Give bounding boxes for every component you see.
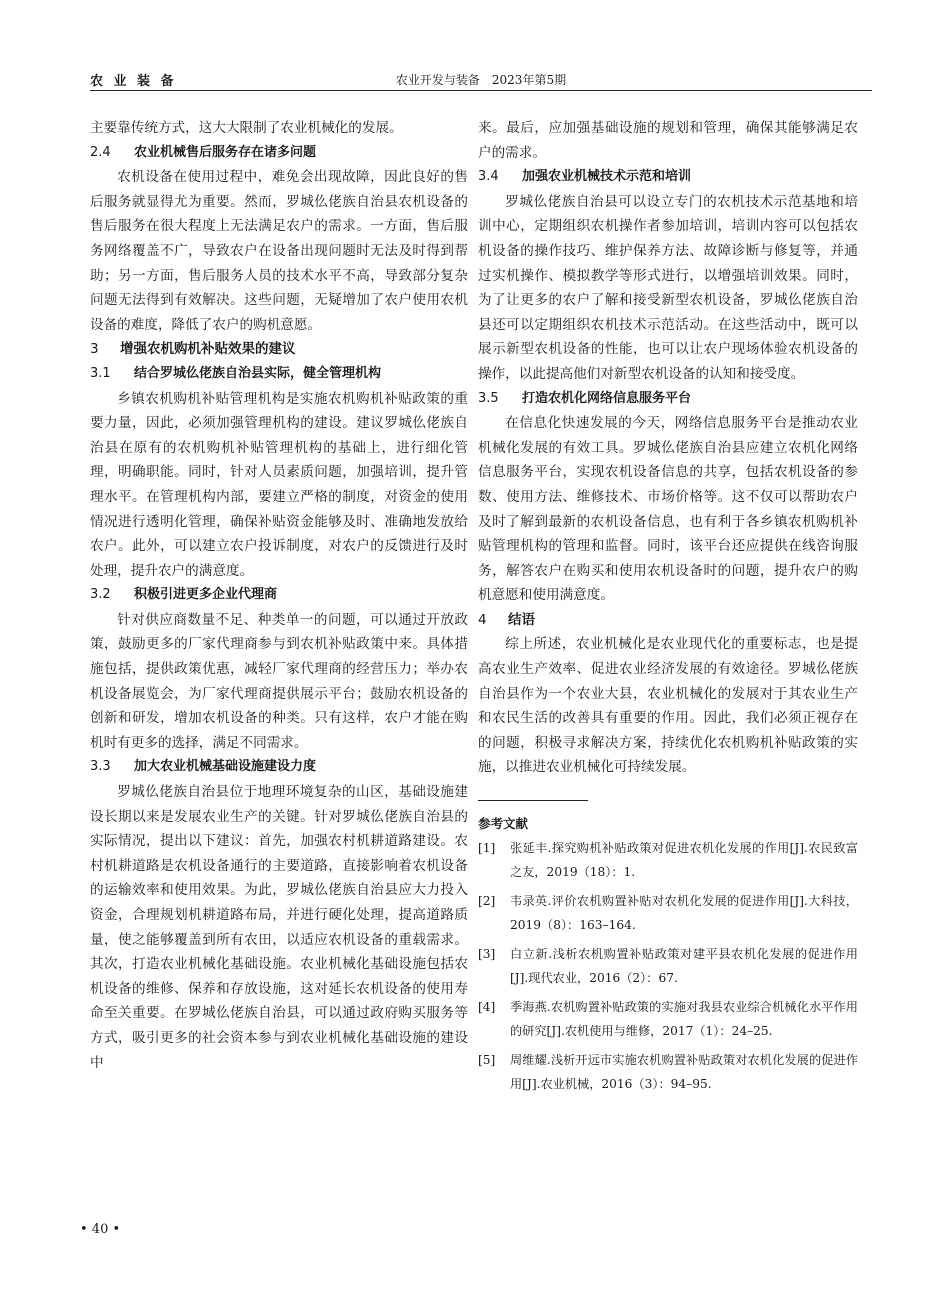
section-title: 积极引进更多企业代理商 bbox=[134, 587, 278, 603]
reference-number: [4] bbox=[478, 1000, 496, 1015]
references-list bbox=[478, 837, 858, 1096]
reference-text: 白立新.浅析农机购置补贴政策对建平县农机化发展的促进作用[J].现代农业，2016（2）：67. bbox=[510, 947, 858, 985]
section-title: 增强农机购机补贴效果的建议 bbox=[120, 341, 296, 358]
reference-number: [3] bbox=[478, 947, 496, 962]
section-title: 农业机械售后服务存在诸多问题 bbox=[134, 144, 317, 160]
running-header bbox=[90, 68, 872, 90]
section-number: 2.4 bbox=[90, 144, 111, 160]
right-column bbox=[478, 116, 858, 1102]
section-heading-3-2 bbox=[90, 583, 468, 608]
section-heading-2-4 bbox=[90, 141, 468, 166]
paragraph-continued: 来。最后，应加强基础设施的规划和管理，确保其能够满足农户的需求。 bbox=[478, 120, 858, 161]
section-number: 3.4 bbox=[478, 169, 499, 185]
paragraph-3-2: 针对供应商数量不足、种类单一的问题，可以通过开放政策，鼓励更多的厂家代理商参与到农机补贴政策中来。具体措施包括，提供政策优惠，减轻厂家代理商的经营压力；举办农机设备展览会，为厂家代理商提供展示平台；鼓励农机设备的创新和研发，增加农机设备的种类。只有这样，农户才能在购机时有更多的选择，满足不同需求。 bbox=[90, 611, 468, 751]
section-title: 打造农机化网络信息服务平台 bbox=[522, 390, 692, 406]
section-title: 结语 bbox=[508, 611, 535, 628]
reference-number: [2] bbox=[478, 894, 496, 909]
references-rule bbox=[478, 800, 588, 801]
section-heading-3-1 bbox=[90, 362, 468, 387]
section-heading-3 bbox=[90, 337, 468, 362]
section-number: 3.5 bbox=[478, 390, 499, 406]
reference-text: 季海燕.农机购置补贴政策的实施对我县农业综合机械化水平作用的研究[J].农机使用与维修，2017（1）：24–25. bbox=[510, 1000, 858, 1038]
paragraph-3-5: 在信息化快速发展的今天，网络信息服务平台是推动农业机械化发展的有效工具。罗城仫佬族自治县应建立农机化网络信息服务平台，实现农机设备信息的共享，包括农机设备的参数、使用方法、维修技术、市场价格等。这不仅可以帮助农户及时了解到最新的农机设备信息，也有利于各乡镇农机购机补贴管理机构的管理和监督。同时，该平台还应提供在线咨询服务，解答农户在购买和使用农机设备时的问题，提升农户的购机意愿和使用满意度。 bbox=[478, 415, 858, 604]
section-number: 3.2 bbox=[90, 587, 111, 603]
paragraph-continued: 主要靠传统方式，这大大限制了农业机械化的发展。 bbox=[90, 120, 403, 136]
left-column bbox=[90, 116, 468, 1075]
section-heading-3-3 bbox=[90, 755, 468, 780]
page-number: • 40 • bbox=[80, 1222, 121, 1237]
reference-item bbox=[478, 996, 858, 1043]
section-number: 4 bbox=[478, 611, 487, 628]
paragraph-3-1: 乡镇农机购机补贴管理机构是实施农机购机补贴政策的重要力量，因此，必须加强管理机构的建设。建议罗城仫佬族自治县在原有的农机购机补贴管理机构的基础上，进行细化管理，明确职能。同时，针对人员素质问题，加强培训，提升管理水平。在管理机构内部，要建立严格的制度，对资金的使用情况进行透明化管理，确保补贴资金能够及时、准确地发放给农户。此外，可以建立农户投诉制度，对农户的反馈进行及时处理，提升农户的满意度。 bbox=[90, 390, 468, 579]
reference-item bbox=[478, 1049, 858, 1096]
reference-text: 韦录英.评价农机购置补贴对农机化发展的促进作用[J].大科技，2019（8）：163–164. bbox=[510, 894, 858, 932]
section-title: 加大农业机械基础设施建设力度 bbox=[134, 759, 317, 775]
section-number: 3.3 bbox=[90, 759, 111, 775]
reference-number: [5] bbox=[478, 1053, 496, 1068]
reference-text: 周维耀.浅析开远市实施农机购置补贴政策对农机化发展的促进作用[J].农业机械，2016（3）：94–95. bbox=[510, 1053, 858, 1091]
paragraph-3-4: 罗城仫佬族自治县可以设立专门的农机技术示范基地和培训中心，定期组织农机操作者参加培训，培训内容可以包括农机设备的操作技巧、维护保养方法、故障诊断与修复等，并通过实机操作、模拟教学等形式进行，以增强培训效果。同时，为了让更多的农户了解和接受新型农机设备，罗城仫佬族自治县还可以定期组织农机技术示范活动。在这些活动中，既可以展示新型农机设备的性能，也可以让农户现场体验农机设备的操作，以此提高他们对新型农机设备的认知和接受度。 bbox=[478, 193, 858, 382]
section-heading-4 bbox=[478, 608, 858, 633]
header-rule bbox=[90, 90, 872, 91]
reference-item bbox=[478, 837, 858, 884]
section-label: 农 业 装 备 bbox=[90, 74, 177, 89]
section-number: 3.1 bbox=[90, 365, 111, 381]
reference-item bbox=[478, 943, 858, 990]
paragraph-4: 综上所述，农业机械化是农业现代化的重要标志，也是提高农业生产效率、促进农业经济发展的有效途径。罗城仫佬族自治县作为一个农业大县，农业机械化的发展对于其农业生产和农民生活的改善具有重要的作用。因此，我们必须正视存在的问题，积极寻求解决方案，持续优化农机购机补贴政策的实施，以推进农业机械化可持续发展。 bbox=[478, 636, 858, 776]
paragraph-2-4: 农机设备在使用过程中，难免会出现故障，因此良好的售后服务就显得尤为重要。然而，罗城仫佬族自治县农机设备的售后服务在很大程度上无法满足农户的需求。一方面，售后服务网络覆盖不广，导致农户在设备出现问题时无法及时得到帮助；另一方面，售后服务人员的技术水平不高，导致部分复杂问题无法得到有效解决。这些问题，无疑增加了农户使用农机设备的难度，降低了农户的购机意愿。 bbox=[90, 169, 468, 333]
reference-text: 张延丰.探究购机补贴政策对促进农机化发展的作用[J].农民致富之友，2019（18）：1. bbox=[510, 841, 858, 879]
section-number: 3 bbox=[90, 341, 99, 358]
section-heading-3-5 bbox=[478, 387, 858, 412]
paragraph-3-3: 罗城仫佬族自治县位于地理环境复杂的山区，基础设施建设长期以来是发展农业生产的关键。针对罗城仫佬族自治县的实际情况，提出以下建议：首先，加强农村机耕道路建设。农村机耕道路是农机设备通行的主要道路，直接影响着农机设备的运输效率和使用效果。为此，罗城仫佬族自治县应大力投入资金，合理规划机耕道路布局，并进行硬化处理，提高道路质量，使之能够覆盖到所有农田，以适应农机设备的重载需求。其次，打造农业机械化基础设施。农业机械化基础设施包括农机设备的维修、保养和存放设施，这对延长农机设备的使用寿命至关重要。在罗城仫佬族自治县，可以通过政府购买服务等方式，吸引更多的社会资本参与到农业机械化基础设施的建设中 bbox=[90, 784, 468, 1071]
journal-title: 农业开发与装备 2023年第5期 bbox=[395, 73, 567, 87]
section-heading-3-4 bbox=[478, 165, 858, 190]
reference-item bbox=[478, 890, 858, 937]
reference-number: [1] bbox=[478, 841, 496, 856]
section-title: 加强农业机械技术示范和培训 bbox=[522, 169, 692, 185]
references-heading: 参考文献 bbox=[478, 816, 529, 832]
section-title: 结合罗城仫佬族自治县实际，健全管理机构 bbox=[134, 365, 382, 381]
